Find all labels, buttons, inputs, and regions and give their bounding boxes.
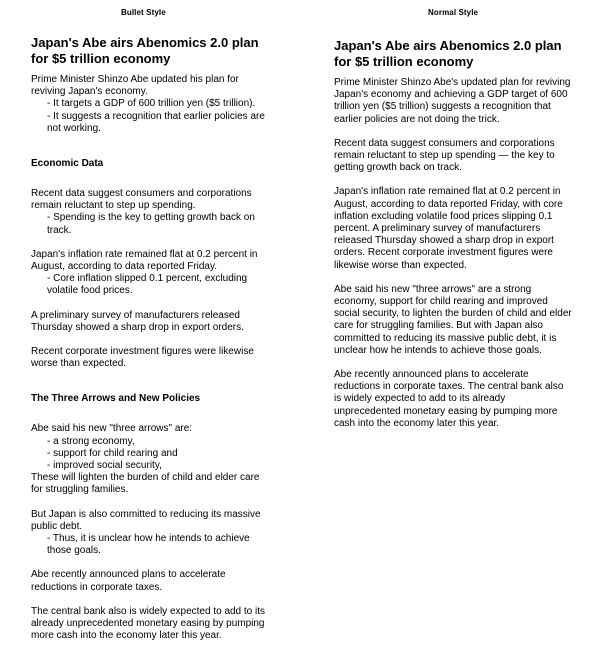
article-paragraph: Abe recently announced plans to accelerate reductions in corporate taxes. The central bank also is widely expected to add to its already unprecedented monetary easing by pumping more cash into the economy later this year.	[334, 369, 564, 429]
article-paragraph: Abe said his new "three arrows" are a strong economy, support for child rearing and improved social security, to lighten the burden of child and elder care for struggling families. But with Japan also committed to reducing its massive public debt, it is unclear how he intends to achieve those goals.	[334, 283, 572, 356]
bullet-article-body	[31, 74, 272, 655]
bullet-headline: Japan's Abe airs Abenomics 2.0 plan for $5 trillion economy	[31, 35, 259, 66]
debt-paragraph	[31, 509, 272, 558]
debt-bullet: - Thus, it is unclear how he intends to achieve those goals.	[47, 533, 250, 557]
article-paragraph: Japan's inflation rate remained flat at 0.2 percent in August, according to data reported Friday, with core inflation excluding volatile food prices slipping 0.1 percent. A preliminary survey of manufacturers released Thursday showed a sharp drop in export orders. Recent corporate investment figures were likewise worse than expected.	[334, 186, 563, 271]
normal-style-column	[334, 0, 572, 640]
inflation-paragraph	[31, 249, 272, 298]
bullet-style-column	[31, 0, 272, 640]
investment-paragraph: Recent corporate investment figures were likewise worse than expected.	[31, 346, 254, 370]
arrow-item: - a strong economy,	[47, 435, 135, 447]
arrows-lead: Abe said his new "three arrows" are:	[31, 423, 193, 435]
export-paragraph: A preliminary survey of manufacturers released Thursday showed a sharp drop in export orders.	[31, 309, 244, 333]
article-paragraph: Recent data suggest consumers and corporations remain reluctant to step up spending — the key to getting growth back on track.	[334, 137, 555, 174]
section-heading-three-arrows: The Three Arrows and New Policies	[31, 393, 201, 405]
inflation-lead: Japan's inflation rate remained flat at 0.2 percent in August, according to data reported Friday.	[31, 248, 258, 273]
intro-lead: Prime Minister Shinzo Abe updated his plan for reviving Japan's economy.	[31, 74, 239, 98]
article-paragraph: Prime Minister Shinzo Abe's updated plan for reviving Japan's economy and achieving a GDP target of 600 trillion yen ($5 trillion) suggests a recognition that earlier policies are not doing the trick.	[334, 77, 571, 125]
spending-paragraph	[31, 188, 272, 237]
normal-headline: Japan's Abe airs Abenomics 2.0 plan for $5 trillion economy	[334, 38, 562, 69]
inflation-bullet: - Core inflation slipped 0.1 percent, excluding volatile food prices.	[47, 273, 248, 297]
spending-bullet: - Spending is the key to getting growth back on track.	[47, 212, 255, 236]
arrows-paragraph	[31, 423, 272, 496]
arrow-item: - support for child rearing and	[47, 447, 178, 459]
normal-article-body	[334, 77, 572, 442]
tax-paragraph: Abe recently announced plans to accelerate reductions in corporate taxes.	[31, 569, 226, 593]
intro-bullet: - It suggests a recognition that earlier policies are not working.	[47, 110, 265, 134]
bullet-style-label: Bullet Style	[121, 8, 166, 17]
arrows-tail: These will lighten the burden of child and elder care for struggling families.	[31, 472, 260, 496]
intro-paragraph	[31, 74, 272, 135]
central-bank-paragraph: The central bank also is widely expected to add to its already unprecedented monetary easing by pumping more cash into the economy later this year.	[31, 605, 266, 642]
debt-lead: But Japan is also committed to reducing its massive public debt.	[31, 508, 261, 532]
normal-style-label: Normal Style	[428, 8, 479, 17]
intro-bullet: - It targets a GDP of 600 trillion yen ($5 trillion).	[47, 98, 256, 110]
spending-lead: Recent data suggest consumers and corporations remain reluctant to step up spending.	[31, 188, 252, 212]
arrow-item: - improved social security,	[47, 460, 162, 472]
section-heading-economic-data: Economic Data	[31, 158, 104, 170]
